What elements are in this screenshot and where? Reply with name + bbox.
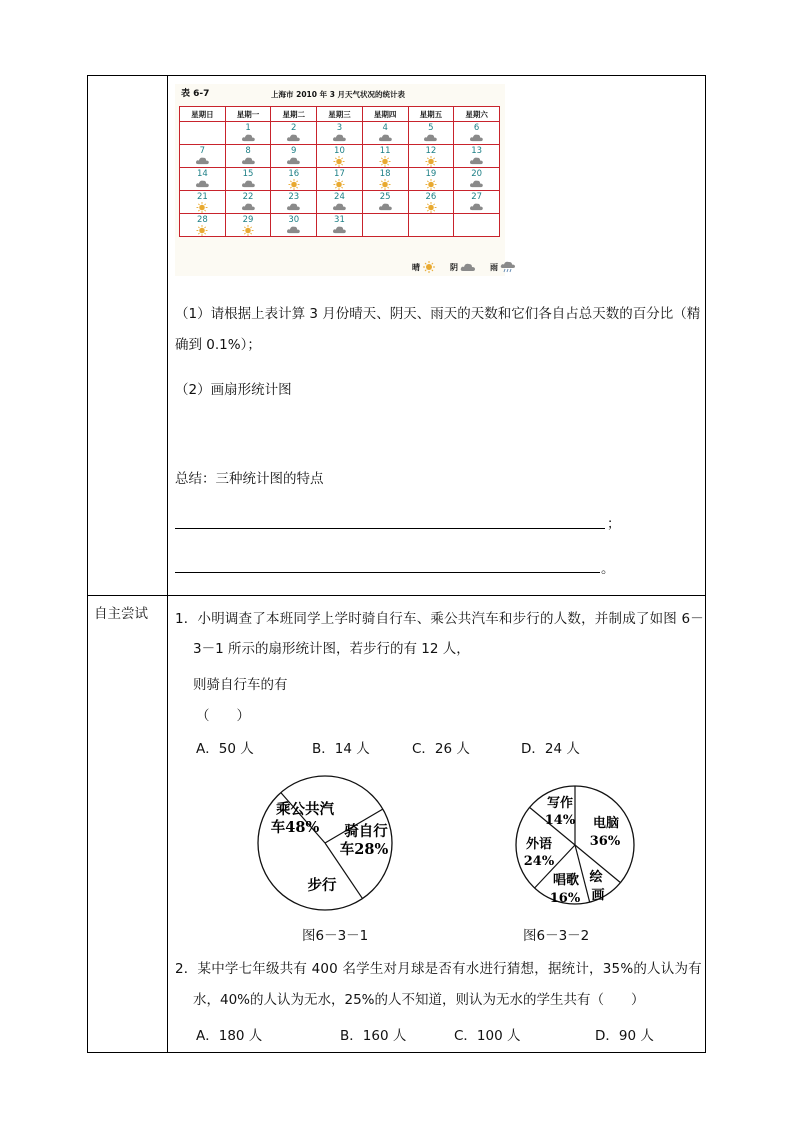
pie2-computer-pct: 36% bbox=[589, 834, 621, 849]
calendar-day-number: 5 bbox=[428, 123, 434, 133]
problem-1-line-3: 则骑自行车的有 bbox=[193, 677, 288, 693]
calendar-day-number: 9 bbox=[291, 146, 297, 156]
calendar-header-5: 星期五 bbox=[408, 107, 454, 122]
problem-2-option-c[interactable]: C．100 人 bbox=[454, 1028, 521, 1044]
sun-icon bbox=[332, 179, 346, 190]
figure-1-caption: 图6－3－1 bbox=[302, 928, 369, 944]
calendar-day-cell bbox=[362, 214, 408, 237]
calendar-day-number: 15 bbox=[242, 169, 254, 179]
problem-1-option-d[interactable]: D．24 人 bbox=[521, 741, 580, 757]
problem-2-line-1: 2．某中学七年级共有 400 名学生对月球是否有水进行猜想，据统计，35%的人认为有 bbox=[175, 961, 702, 977]
problem-2-option-b[interactable]: B．160 人 bbox=[340, 1028, 407, 1044]
calendar-day-number: 13 bbox=[471, 146, 483, 156]
calendar-day-number: 14 bbox=[196, 169, 208, 179]
legend-sunny-label: 晴 bbox=[412, 262, 420, 272]
problem-1-option-a[interactable]: A．50 人 bbox=[196, 741, 254, 757]
calendar-header-4: 星期四 bbox=[362, 107, 408, 122]
cloud-icon bbox=[241, 202, 256, 211]
calendar-week-row bbox=[180, 145, 500, 168]
calendar-table-number: 表 6-7 bbox=[181, 89, 210, 99]
answer-blank-2[interactable] bbox=[175, 572, 600, 573]
calendar-day-number: 21 bbox=[196, 192, 208, 202]
pie1-walk-label: 步行 bbox=[307, 877, 337, 894]
calendar-day-cell bbox=[408, 191, 454, 214]
calendar-day-number: 25 bbox=[379, 192, 391, 202]
cloud-icon bbox=[286, 202, 301, 211]
calendar-day-cell bbox=[225, 145, 271, 168]
calendar-day-cell bbox=[225, 214, 271, 237]
calendar-header-1: 星期一 bbox=[225, 107, 271, 122]
problem-1-line-1: 1．小明调查了本班同学上学时骑自行车、乘公共汽车和步行的人数，并制成了如图 6－ bbox=[175, 611, 704, 627]
calendar-day-number: 4 bbox=[382, 123, 388, 133]
pie1-bike-line2: 车28% bbox=[339, 841, 389, 858]
column-divider bbox=[167, 75, 168, 1053]
calendar-week-row bbox=[180, 191, 500, 214]
calendar-day-cell bbox=[225, 191, 271, 214]
legend-cloudy-label: 阴 bbox=[450, 262, 458, 272]
question-1-line-1: （1）请根据上表计算 3 月份晴天、阴天、雨天的天数和它们各自占总天数的百分比（精 bbox=[175, 306, 701, 322]
cloud-icon bbox=[460, 262, 476, 272]
calendar-day-cell bbox=[408, 145, 454, 168]
cloud-icon bbox=[241, 156, 256, 165]
pie2-language-name: 外语 bbox=[525, 837, 553, 852]
calendar-day-number: 29 bbox=[242, 215, 254, 225]
calendar-day-number: 22 bbox=[242, 192, 254, 202]
calendar-header-6: 星期六 bbox=[454, 107, 500, 122]
weather-calendar bbox=[175, 84, 505, 276]
summary-prompt: 总结：三种统计图的特点 bbox=[175, 471, 324, 487]
cloud-icon bbox=[286, 156, 301, 165]
calendar-day-cell bbox=[362, 191, 408, 214]
problem-2-option-a[interactable]: A．180 人 bbox=[196, 1028, 263, 1044]
problem-1-line-2: 3－1 所示的扇形统计图，若步行的有 12 人， bbox=[193, 641, 470, 657]
cloud-icon bbox=[241, 179, 256, 188]
answer-blank-1[interactable] bbox=[175, 528, 605, 529]
cloud-icon bbox=[469, 202, 484, 211]
cloud-icon bbox=[286, 225, 301, 234]
legend-rain-label: 雨 bbox=[490, 262, 498, 272]
calendar-day-cell bbox=[454, 122, 500, 145]
calendar-day-cell bbox=[317, 214, 363, 237]
calendar-day-cell bbox=[408, 122, 454, 145]
calendar-day-cell bbox=[454, 191, 500, 214]
pie2-painting-line2: 画 bbox=[591, 888, 605, 903]
sun-icon bbox=[424, 156, 438, 167]
pie2-writing-name: 写作 bbox=[546, 796, 574, 811]
sun-icon bbox=[287, 179, 301, 190]
cloud-icon bbox=[469, 156, 484, 165]
sun-icon bbox=[424, 202, 438, 213]
pie-chart-interests bbox=[510, 780, 640, 910]
calendar-day-cell bbox=[362, 168, 408, 191]
calendar-day-number: 1 bbox=[245, 123, 251, 133]
pie2-singing-pct: 16% bbox=[549, 891, 581, 906]
calendar-week-row bbox=[180, 214, 500, 237]
sun-icon bbox=[378, 156, 392, 167]
calendar-day-number: 28 bbox=[196, 215, 208, 225]
calendar-day-number: 11 bbox=[379, 146, 391, 156]
calendar-day-cell bbox=[317, 122, 363, 145]
pie1-bus-line1: 乘公共汽 bbox=[276, 801, 334, 818]
calendar-day-number: 17 bbox=[334, 169, 345, 179]
blank-1-end-mark: ； bbox=[607, 516, 621, 532]
calendar-day-cell bbox=[180, 122, 226, 145]
section-label: 自主尝试 bbox=[94, 606, 148, 622]
cloud-icon bbox=[195, 179, 210, 188]
calendar-day-number: 10 bbox=[334, 146, 345, 156]
row-divider bbox=[87, 595, 706, 596]
calendar-day-cell bbox=[271, 168, 317, 191]
calendar-day-number: 26 bbox=[425, 192, 437, 202]
question-2: （2）画扇形统计图 bbox=[175, 382, 292, 398]
calendar-title: 上海市 2010 年 3 月天气状况的统计表 bbox=[271, 90, 406, 99]
cloud-icon bbox=[469, 133, 484, 142]
cloud-icon bbox=[332, 225, 347, 234]
calendar-day-number: 19 bbox=[425, 169, 437, 179]
calendar-day-number: 6 bbox=[473, 123, 480, 133]
rain-cloud-icon bbox=[500, 261, 516, 273]
problem-2-line-2: 水，40%的人认为无水，25%的人不知道，则认为无水的学生共有（ ） bbox=[193, 992, 645, 1008]
cloud-icon bbox=[286, 133, 301, 142]
calendar-day-cell bbox=[454, 168, 500, 191]
calendar-day-cell bbox=[180, 191, 226, 214]
calendar-day-cell bbox=[362, 145, 408, 168]
calendar-header-0: 星期日 bbox=[180, 107, 226, 122]
sun-icon bbox=[422, 261, 436, 273]
calendar-header-2: 星期二 bbox=[271, 107, 317, 122]
cloud-icon bbox=[469, 179, 484, 188]
cloud-icon bbox=[423, 133, 438, 142]
calendar-day-number: 24 bbox=[334, 192, 345, 202]
sun-icon bbox=[195, 202, 209, 213]
calendar-day-cell bbox=[225, 168, 271, 191]
calendar-day-cell bbox=[454, 145, 500, 168]
calendar-day-cell bbox=[271, 214, 317, 237]
cloud-icon bbox=[332, 202, 347, 211]
calendar-day-cell bbox=[271, 122, 317, 145]
pie-chart-transport bbox=[250, 768, 400, 918]
calendar-header-3: 星期三 bbox=[317, 107, 363, 122]
calendar-day-number: 20 bbox=[471, 169, 483, 179]
sun-icon bbox=[241, 225, 255, 236]
calendar-day-cell bbox=[408, 214, 454, 237]
pie2-language-pct: 24% bbox=[523, 854, 555, 869]
calendar-day-cell bbox=[271, 145, 317, 168]
calendar-day-number: 12 bbox=[425, 146, 437, 156]
cloud-icon bbox=[195, 156, 210, 165]
calendar-day-number: 31 bbox=[334, 215, 345, 225]
pie1-bike-line1: 骑自行 bbox=[344, 823, 388, 840]
sun-icon bbox=[195, 225, 209, 236]
calendar-day-cell bbox=[408, 168, 454, 191]
pie1-bus-line2: 车48% bbox=[270, 819, 320, 836]
problem-2-option-d[interactable]: D．90 人 bbox=[595, 1028, 654, 1044]
calendar-day-number: 18 bbox=[379, 169, 391, 179]
calendar-day-number: 16 bbox=[288, 169, 300, 179]
calendar-day-cell bbox=[317, 168, 363, 191]
problem-1-answer-paren: （ ） bbox=[196, 708, 250, 724]
problem-1-option-c[interactable]: C．26 人 bbox=[412, 741, 470, 757]
pie2-writing-pct: 14% bbox=[544, 813, 576, 828]
calendar-day-cell bbox=[225, 122, 271, 145]
calendar-day-number: 30 bbox=[288, 215, 300, 225]
pie2-singing-name: 唱歌 bbox=[552, 873, 580, 888]
calendar-day-cell bbox=[317, 191, 363, 214]
calendar-day-cell bbox=[362, 122, 408, 145]
figure-2-caption: 图6－3－2 bbox=[523, 928, 590, 944]
calendar-day-number: 23 bbox=[288, 192, 300, 202]
blank-2-end-mark: 。 bbox=[601, 561, 615, 577]
problem-1-option-b[interactable]: B．14 人 bbox=[312, 741, 370, 757]
calendar-day-number: 3 bbox=[336, 123, 343, 133]
pie2-computer-name: 电脑 bbox=[592, 816, 620, 831]
sun-icon bbox=[332, 156, 346, 167]
cloud-icon bbox=[378, 202, 393, 211]
cloud-icon bbox=[241, 133, 256, 142]
question-1-line-2: 确到 0.1%）； bbox=[175, 337, 261, 353]
calendar-day-cell bbox=[271, 191, 317, 214]
calendar-day-number: 27 bbox=[471, 192, 483, 202]
calendar-day-cell bbox=[317, 145, 363, 168]
pie2-painting-line1: 绘 bbox=[589, 870, 603, 885]
calendar-day-cell bbox=[454, 214, 500, 237]
cloud-icon bbox=[332, 133, 347, 142]
cloud-icon bbox=[378, 133, 393, 142]
calendar-day-number: 8 bbox=[245, 146, 251, 156]
calendar-grid bbox=[179, 106, 500, 237]
calendar-day-number: 7 bbox=[199, 146, 206, 156]
calendar-day-cell bbox=[180, 145, 226, 168]
calendar-day-cell bbox=[180, 168, 226, 191]
calendar-day-cell bbox=[180, 214, 226, 237]
calendar-day-number: 2 bbox=[291, 123, 297, 133]
sun-icon bbox=[424, 179, 438, 190]
weather-legend bbox=[412, 261, 516, 273]
calendar-week-row bbox=[180, 168, 500, 191]
calendar-week-row bbox=[180, 122, 500, 145]
sun-icon bbox=[378, 179, 392, 190]
